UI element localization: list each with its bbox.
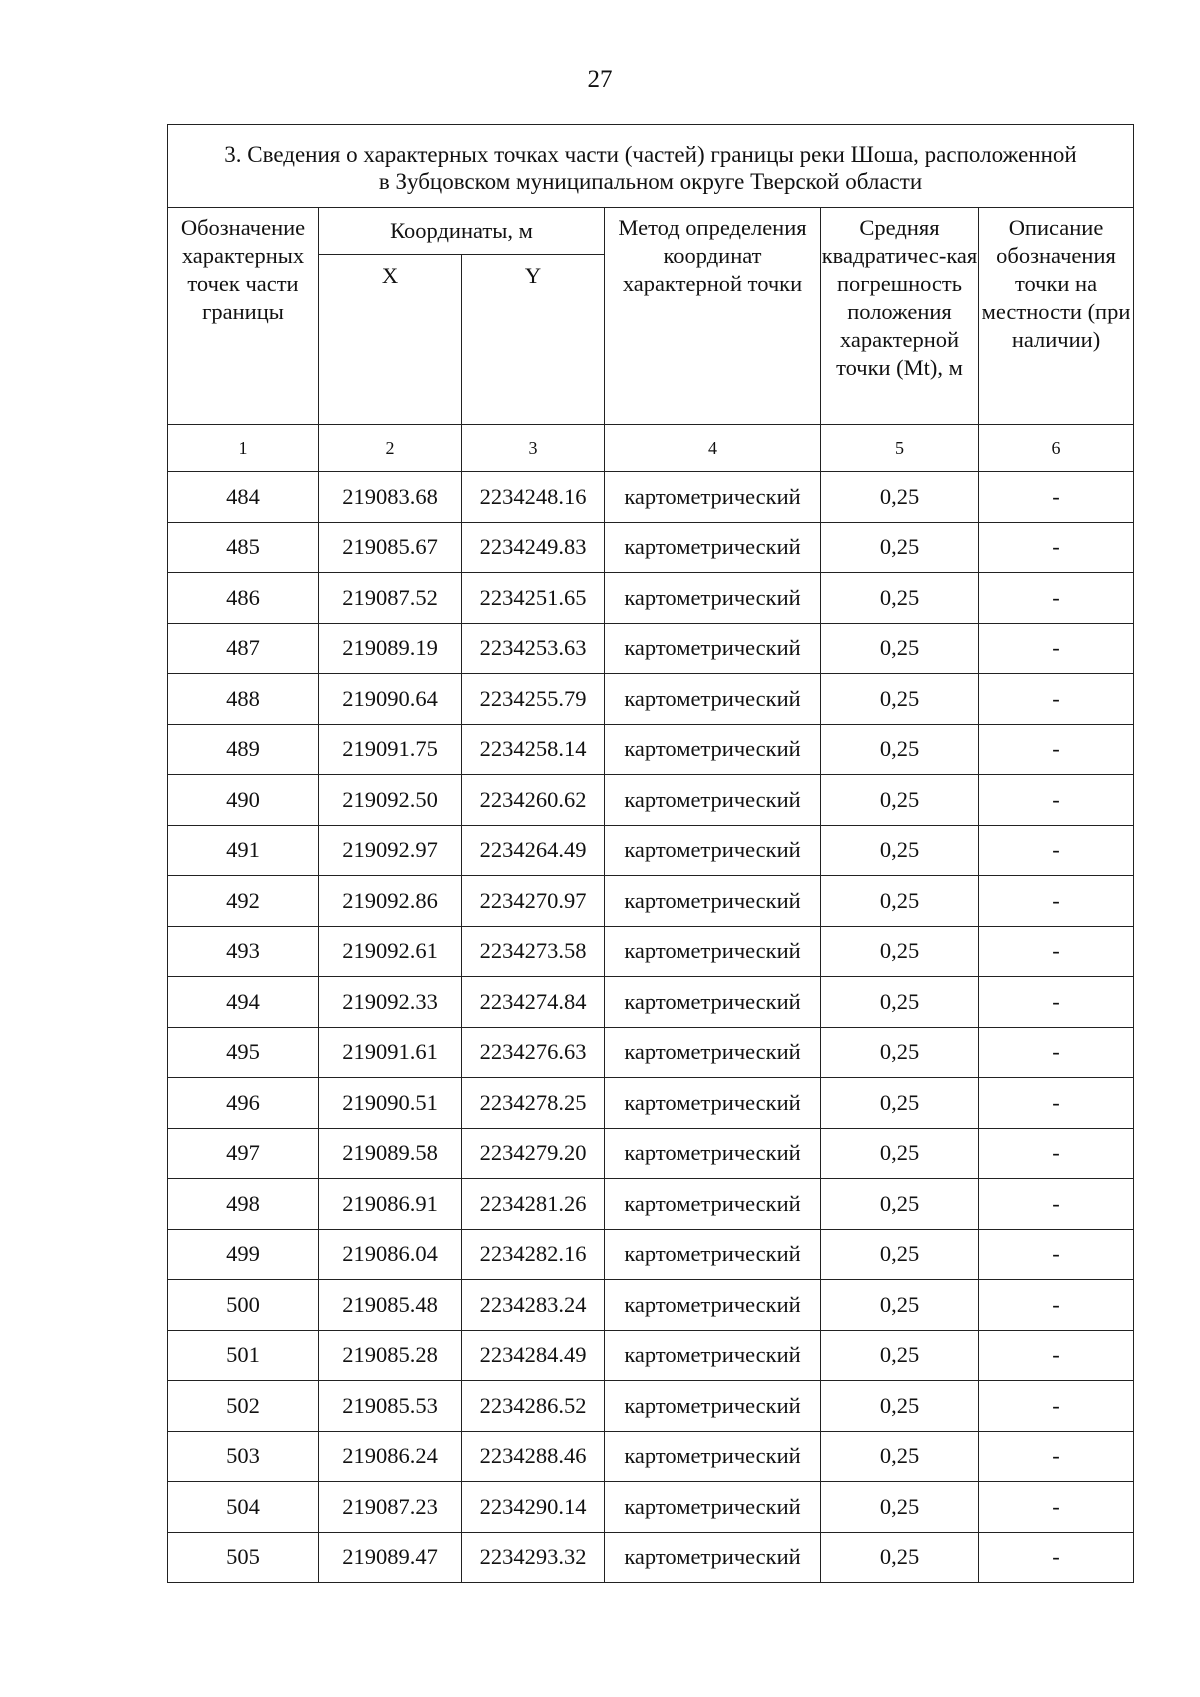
table-row bbox=[168, 1330, 1134, 1381]
description-cell: - bbox=[979, 674, 1134, 725]
method-cell: картометрический bbox=[605, 1280, 821, 1331]
y-coordinate-cell: 2234251.65 bbox=[462, 573, 605, 624]
y-coordinate-cell: 2234273.58 bbox=[462, 926, 605, 977]
point-id-cell: 503 bbox=[168, 1431, 319, 1482]
table-row bbox=[168, 1431, 1134, 1482]
table-row bbox=[168, 1381, 1134, 1432]
table-caption-line-2: в Зубцовском муниципальном округе Тверской области bbox=[378, 169, 923, 194]
y-coordinate-cell: 2234279.20 bbox=[462, 1128, 605, 1179]
error-cell: 0,25 bbox=[821, 1381, 979, 1432]
x-coordinate-cell: 219089.47 bbox=[319, 1532, 462, 1583]
header-y: Y bbox=[462, 255, 605, 425]
x-coordinate-cell: 219090.64 bbox=[319, 674, 462, 725]
description-cell: - bbox=[979, 522, 1134, 573]
method-cell: картометрический bbox=[605, 1078, 821, 1129]
table-row bbox=[168, 1482, 1134, 1533]
error-cell: 0,25 bbox=[821, 674, 979, 725]
x-coordinate-cell: 219090.51 bbox=[319, 1078, 462, 1129]
x-coordinate-cell: 219085.67 bbox=[319, 522, 462, 573]
description-cell: - bbox=[979, 1532, 1134, 1583]
header-row bbox=[168, 208, 1134, 255]
table-row bbox=[168, 522, 1134, 573]
description-cell: - bbox=[979, 1280, 1134, 1331]
point-id-cell: 504 bbox=[168, 1482, 319, 1533]
point-id-cell: 501 bbox=[168, 1330, 319, 1381]
x-coordinate-cell: 219085.53 bbox=[319, 1381, 462, 1432]
x-coordinate-cell: 219092.86 bbox=[319, 876, 462, 927]
method-cell: картометрический bbox=[605, 1128, 821, 1179]
error-cell: 0,25 bbox=[821, 977, 979, 1028]
y-coordinate-cell: 2234290.14 bbox=[462, 1482, 605, 1533]
header-x: X bbox=[319, 255, 462, 425]
table-row bbox=[168, 1078, 1134, 1129]
error-cell: 0,25 bbox=[821, 1128, 979, 1179]
point-id-cell: 499 bbox=[168, 1229, 319, 1280]
y-coordinate-cell: 2234284.49 bbox=[462, 1330, 605, 1381]
table-row bbox=[168, 573, 1134, 624]
error-cell: 0,25 bbox=[821, 1330, 979, 1381]
y-coordinate-cell: 2234264.49 bbox=[462, 825, 605, 876]
y-coordinate-cell: 2234248.16 bbox=[462, 472, 605, 523]
description-cell: - bbox=[979, 1482, 1134, 1533]
description-cell: - bbox=[979, 825, 1134, 876]
x-coordinate-cell: 219087.52 bbox=[319, 573, 462, 624]
x-coordinate-cell: 219092.50 bbox=[319, 775, 462, 826]
description-cell: - bbox=[979, 1431, 1134, 1482]
y-coordinate-cell: 2234276.63 bbox=[462, 1027, 605, 1078]
method-cell: картометрический bbox=[605, 1431, 821, 1482]
description-cell: - bbox=[979, 1229, 1134, 1280]
point-id-cell: 496 bbox=[168, 1078, 319, 1129]
y-coordinate-cell: 2234281.26 bbox=[462, 1179, 605, 1230]
point-id-cell: 485 bbox=[168, 522, 319, 573]
x-coordinate-cell: 219085.28 bbox=[319, 1330, 462, 1381]
x-coordinate-cell: 219089.58 bbox=[319, 1128, 462, 1179]
point-id-cell: 484 bbox=[168, 472, 319, 523]
x-coordinate-cell: 219086.04 bbox=[319, 1229, 462, 1280]
table-caption-row bbox=[168, 125, 1134, 208]
description-cell: - bbox=[979, 977, 1134, 1028]
description-cell: - bbox=[979, 1330, 1134, 1381]
column-number: 4 bbox=[605, 425, 821, 472]
error-cell: 0,25 bbox=[821, 623, 979, 674]
error-cell: 0,25 bbox=[821, 1482, 979, 1533]
table-row bbox=[168, 472, 1134, 523]
method-cell: картометрический bbox=[605, 724, 821, 775]
error-cell: 0,25 bbox=[821, 724, 979, 775]
y-coordinate-cell: 2234258.14 bbox=[462, 724, 605, 775]
table-row bbox=[168, 674, 1134, 725]
x-coordinate-cell: 219086.24 bbox=[319, 1431, 462, 1482]
error-cell: 0,25 bbox=[821, 1280, 979, 1331]
x-coordinate-cell: 219085.48 bbox=[319, 1280, 462, 1331]
table-row bbox=[168, 1128, 1134, 1179]
error-cell: 0,25 bbox=[821, 1229, 979, 1280]
method-cell: картометрический bbox=[605, 1381, 821, 1432]
description-cell: - bbox=[979, 926, 1134, 977]
method-cell: картометрический bbox=[605, 775, 821, 826]
y-coordinate-cell: 2234249.83 bbox=[462, 522, 605, 573]
method-cell: картометрический bbox=[605, 1532, 821, 1583]
error-cell: 0,25 bbox=[821, 522, 979, 573]
header-description: Описание обозначения точки на местности (при наличии) bbox=[979, 208, 1134, 425]
header-point-designation: Обозначение характерных точек части границы bbox=[168, 208, 319, 425]
y-coordinate-cell: 2234270.97 bbox=[462, 876, 605, 927]
error-cell: 0,25 bbox=[821, 876, 979, 927]
description-cell: - bbox=[979, 1027, 1134, 1078]
method-cell: картометрический bbox=[605, 977, 821, 1028]
y-coordinate-cell: 2234260.62 bbox=[462, 775, 605, 826]
table-row bbox=[168, 825, 1134, 876]
y-coordinate-cell: 2234278.25 bbox=[462, 1078, 605, 1129]
table-row bbox=[168, 977, 1134, 1028]
method-cell: картометрический bbox=[605, 472, 821, 523]
page-number: 27 bbox=[587, 66, 613, 93]
description-cell: - bbox=[979, 1179, 1134, 1230]
table-row bbox=[168, 926, 1134, 977]
method-cell: картометрический bbox=[605, 1179, 821, 1230]
table-row bbox=[168, 876, 1134, 927]
table-row bbox=[168, 1280, 1134, 1331]
method-cell: картометрический bbox=[605, 1482, 821, 1533]
error-cell: 0,25 bbox=[821, 1179, 979, 1230]
error-cell: 0,25 bbox=[821, 825, 979, 876]
method-cell: картометрический bbox=[605, 674, 821, 725]
method-cell: картометрический bbox=[605, 573, 821, 624]
point-id-cell: 487 bbox=[168, 623, 319, 674]
point-id-cell: 493 bbox=[168, 926, 319, 977]
point-id-cell: 502 bbox=[168, 1381, 319, 1432]
x-coordinate-cell: 219086.91 bbox=[319, 1179, 462, 1230]
x-coordinate-cell: 219092.61 bbox=[319, 926, 462, 977]
method-cell: картометрический bbox=[605, 623, 821, 674]
x-coordinate-cell: 219091.75 bbox=[319, 724, 462, 775]
table-row bbox=[168, 1229, 1134, 1280]
error-cell: 0,25 bbox=[821, 1431, 979, 1482]
table-row bbox=[168, 1179, 1134, 1230]
y-coordinate-cell: 2234293.32 bbox=[462, 1532, 605, 1583]
error-cell: 0,25 bbox=[821, 926, 979, 977]
column-number: 1 bbox=[168, 425, 319, 472]
point-id-cell: 492 bbox=[168, 876, 319, 927]
error-cell: 0,25 bbox=[821, 573, 979, 624]
table-row bbox=[168, 623, 1134, 674]
x-coordinate-cell: 219092.97 bbox=[319, 825, 462, 876]
y-coordinate-cell: 2234288.46 bbox=[462, 1431, 605, 1482]
y-coordinate-cell: 2234255.79 bbox=[462, 674, 605, 725]
point-id-cell: 500 bbox=[168, 1280, 319, 1331]
method-cell: картометрический bbox=[605, 1229, 821, 1280]
x-coordinate-cell: 219092.33 bbox=[319, 977, 462, 1028]
point-id-cell: 505 bbox=[168, 1532, 319, 1583]
column-number: 2 bbox=[319, 425, 462, 472]
method-cell: картометрический bbox=[605, 926, 821, 977]
description-cell: - bbox=[979, 775, 1134, 826]
description-cell: - bbox=[979, 573, 1134, 624]
method-cell: картометрический bbox=[605, 1027, 821, 1078]
y-coordinate-cell: 2234283.24 bbox=[462, 1280, 605, 1331]
method-cell: картометрический bbox=[605, 825, 821, 876]
point-id-cell: 490 bbox=[168, 775, 319, 826]
point-id-cell: 488 bbox=[168, 674, 319, 725]
method-cell: картометрический bbox=[605, 522, 821, 573]
method-cell: картометрический bbox=[605, 1330, 821, 1381]
error-cell: 0,25 bbox=[821, 1532, 979, 1583]
table-caption-line-1: 3. Сведения о характерных точках части (частей) границы реки Шоша, расположенной bbox=[224, 142, 1077, 167]
point-id-cell: 489 bbox=[168, 724, 319, 775]
y-coordinate-cell: 2234253.63 bbox=[462, 623, 605, 674]
x-coordinate-cell: 219083.68 bbox=[319, 472, 462, 523]
description-cell: - bbox=[979, 623, 1134, 674]
description-cell: - bbox=[979, 1381, 1134, 1432]
description-cell: - bbox=[979, 1078, 1134, 1129]
table-row bbox=[168, 724, 1134, 775]
column-number: 5 bbox=[821, 425, 979, 472]
column-number: 3 bbox=[462, 425, 605, 472]
point-id-cell: 498 bbox=[168, 1179, 319, 1230]
error-cell: 0,25 bbox=[821, 1078, 979, 1129]
y-coordinate-cell: 2234286.52 bbox=[462, 1381, 605, 1432]
y-coordinate-cell: 2234274.84 bbox=[462, 977, 605, 1028]
table-caption bbox=[168, 125, 1134, 208]
column-number-row bbox=[168, 425, 1134, 472]
description-cell: - bbox=[979, 472, 1134, 523]
header-method: Метод определения координат характерной точки bbox=[605, 208, 821, 425]
error-cell: 0,25 bbox=[821, 472, 979, 523]
table-row bbox=[168, 1027, 1134, 1078]
description-cell: - bbox=[979, 1128, 1134, 1179]
boundary-points-table bbox=[167, 124, 1134, 1583]
method-cell: картометрический bbox=[605, 876, 821, 927]
x-coordinate-cell: 219091.61 bbox=[319, 1027, 462, 1078]
table-row bbox=[168, 1532, 1134, 1583]
y-coordinate-cell: 2234282.16 bbox=[462, 1229, 605, 1280]
description-cell: - bbox=[979, 876, 1134, 927]
point-id-cell: 495 bbox=[168, 1027, 319, 1078]
table-row bbox=[168, 775, 1134, 826]
header-coordinates: Координаты, м bbox=[319, 208, 605, 255]
x-coordinate-cell: 219089.19 bbox=[319, 623, 462, 674]
header-error: Средняя квадратичес-кая погрешность положения характерной точки (Mt), м bbox=[821, 208, 979, 425]
column-number: 6 bbox=[979, 425, 1134, 472]
point-id-cell: 497 bbox=[168, 1128, 319, 1179]
description-cell: - bbox=[979, 724, 1134, 775]
table-body bbox=[168, 472, 1134, 1583]
point-id-cell: 494 bbox=[168, 977, 319, 1028]
point-id-cell: 486 bbox=[168, 573, 319, 624]
point-id-cell: 491 bbox=[168, 825, 319, 876]
x-coordinate-cell: 219087.23 bbox=[319, 1482, 462, 1533]
error-cell: 0,25 bbox=[821, 775, 979, 826]
error-cell: 0,25 bbox=[821, 1027, 979, 1078]
